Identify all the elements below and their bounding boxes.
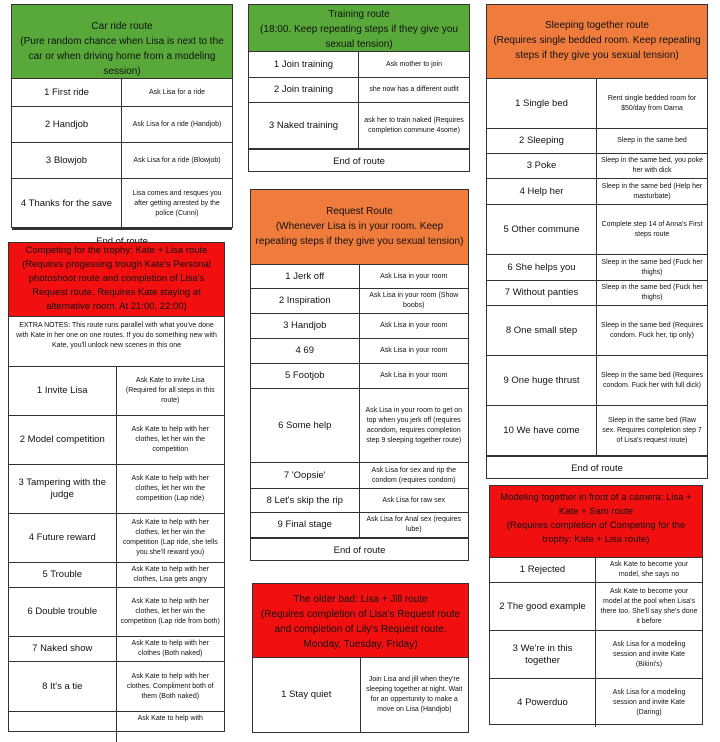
training-route-card <box>248 4 470 172</box>
step-desc: she now has a different outfit <box>369 86 459 93</box>
step-row <box>251 389 468 463</box>
route-subtitle: (Requires completion of Competing for the trophy: Kate + Lisa route) <box>506 520 686 545</box>
step-row <box>251 489 468 513</box>
step-desc: Sleep in the same bed, you poke her with dick <box>601 157 703 174</box>
step-name: 3 Handjob <box>251 314 360 338</box>
route-subtitle: (Whenever Lisa is in your room. Keep repeating steps if they give you sexual tension) <box>255 221 464 247</box>
step-row <box>9 712 224 742</box>
step-desc: ask her to train naked (Requires completion commune 4some) <box>364 116 464 134</box>
step-name: 6 She helps you <box>487 255 597 280</box>
step-row <box>487 356 707 406</box>
step-name: 10 We have come <box>487 406 597 455</box>
route-footer: End of route <box>487 456 707 480</box>
step-desc: Sleep in the same bed (Raw sex. Requires completion step 7 of Lisa's request route) <box>602 416 702 444</box>
step-row <box>249 103 469 149</box>
step-row <box>487 281 707 306</box>
step-desc: Ask Lisa in your room (Show boobs) <box>369 292 459 309</box>
step-row <box>490 631 702 679</box>
step-desc: Ask Lisa for a ride (Blowjob) <box>133 156 221 164</box>
step-name: 3 Poke <box>487 154 597 178</box>
step-desc: Sleep in the same bed (Requires condom. Fuck her with full dick) <box>601 371 703 389</box>
step-desc: Ask Lisa for raw sex <box>382 496 446 504</box>
request-route-card <box>250 189 469 561</box>
route-subtitle: (Requires progessing trough Kate's Personal photoshoot route and completion of Lisa's Request route. Requires Kate staying at alternative room. At 21:00, 22:00) <box>22 259 211 312</box>
route-header <box>249 5 469 52</box>
step-name: 2 Join training <box>249 78 359 102</box>
route-header <box>251 190 468 265</box>
step-row <box>490 558 702 583</box>
step-desc: Ask Lisa for a ride (Handjob) <box>132 120 222 128</box>
step-desc: Join Lisa and jill when they're sleeping together at night. Wait for an oppertunity to make a move on Lisa (Handjob) <box>366 676 463 713</box>
step-name: 1 Rejected <box>490 558 596 582</box>
step-name: 1 Stay quiet <box>253 658 361 732</box>
route-title: Training route <box>328 9 390 20</box>
step-row <box>12 179 232 229</box>
step-desc: Ask Kate to help with her clothes, let her win the competition (Lap ride) <box>131 475 209 502</box>
step-name: 5 Footjob <box>251 364 360 388</box>
step-row <box>487 255 707 281</box>
route-subtitle: (18:00. Keep repeating steps if they give you sexual tension) <box>260 24 458 50</box>
step-row <box>490 679 702 727</box>
step-desc: Ask mother to join <box>385 60 443 68</box>
route-header <box>490 486 702 558</box>
step-name: 6 Some help <box>251 389 360 462</box>
step-name <box>9 712 117 742</box>
step-row <box>251 513 468 538</box>
step-name: 1 Join training <box>249 52 359 77</box>
step-name: 2 Handjob <box>12 107 122 142</box>
step-row <box>9 637 224 662</box>
step-desc: Lisa comes and resques you after getting arrested by the police (Cunni) <box>132 189 222 217</box>
step-row <box>9 416 224 465</box>
step-name: 4 Powerduo <box>490 679 596 727</box>
step-desc: Sleep in the same bed (Fuck her thighs) <box>601 258 703 276</box>
step-desc: Ask Lisa in your room to get on top when you jerk off (requires acondom, requires completion step 9 sleeping together route) <box>365 406 462 444</box>
step-name: 4 Future reward <box>9 514 117 562</box>
step-row <box>251 339 468 364</box>
step-row <box>251 314 468 339</box>
step-name: 7 'Oopsie' <box>251 463 360 488</box>
step-row <box>9 662 224 712</box>
step-name: 4 69 <box>251 339 360 363</box>
competing-for-trophy-route-card <box>8 242 225 732</box>
step-name: 1 Jerk off <box>251 265 360 288</box>
step-row <box>251 265 468 289</box>
step-desc: Ask Lisa for sex and rip the condom (requires condom) <box>371 466 456 484</box>
step-desc: Ask Lisa for a modeling session and invite Kate (Daring) <box>612 689 686 716</box>
step-desc: Ask Kate to help with her clothes, let her win the competition <box>131 426 209 453</box>
route-footer: End of route <box>251 538 468 562</box>
step-desc: Ask Kate to become your model, she says no <box>609 561 689 578</box>
extra-notes: EXTRA NOTES: This route runs parallel with what you've done with Kate in her one on one routes. If you do something new with Kate, you'll unlock new scenes in this one <box>9 317 224 367</box>
route-title: Competing for the trophy: Kate + Lisa route <box>25 245 208 256</box>
step-desc: Ask Kate to help with her clothes, let her win the competition (Lap ride from both) <box>120 598 220 625</box>
step-desc: Sleep in the same bed (Requires condom. Fuck her, tip only) <box>601 321 703 339</box>
step-name: 1 First ride <box>12 79 122 106</box>
route-subtitle: (Requires single bedded room. Keep repeating steps if they give you sexual tension) <box>493 35 701 61</box>
route-subtitle: (Pure random chance when Lisa is next to the car or when driving home from a modeling session) <box>20 36 224 77</box>
step-row <box>487 79 707 129</box>
step-name: 1 Invite Lisa <box>9 367 117 415</box>
step-name: 9 One huge thrust <box>487 356 597 405</box>
step-name: 3 We're in this together <box>490 631 596 678</box>
route-header <box>487 5 707 79</box>
step-row <box>12 143 232 179</box>
route-title: Request Route <box>326 206 393 217</box>
step-desc: Ask Lisa in your room <box>380 322 448 329</box>
step-name: 8 Let's skip the rip <box>251 489 360 512</box>
older-bad-route-card <box>252 583 469 733</box>
modeling-together-route-card <box>489 485 703 725</box>
step-row <box>251 463 468 489</box>
step-row <box>251 289 468 314</box>
route-title: Car ride route <box>91 21 153 32</box>
step-name: 3 Naked training <box>249 103 359 148</box>
step-name: 2 Sleeping <box>487 129 597 153</box>
step-row <box>249 52 469 78</box>
step-desc: Ask Kate to help with <box>137 715 203 722</box>
step-row <box>9 367 224 416</box>
route-title: Modeling together in front of a camera: Lisa + Kate + Sam route <box>500 492 692 517</box>
route-header <box>253 584 468 658</box>
step-row <box>249 78 469 103</box>
step-row <box>487 129 707 154</box>
step-desc: Ask Kate to invite Lisa (Required for all steps in this route) <box>125 377 215 404</box>
step-row <box>9 563 224 588</box>
step-name: 3 Blowjob <box>12 143 122 178</box>
step-row <box>487 205 707 255</box>
step-desc: Ask Lisa in your room <box>380 347 448 354</box>
step-name: 2 Model competition <box>9 416 117 464</box>
step-name: 4 Thanks for the save <box>12 179 122 228</box>
step-row <box>487 154 707 179</box>
step-name: 4 Help her <box>487 179 597 204</box>
step-name: 5 Other commune <box>487 205 597 254</box>
step-desc: Rent single bedded room for $50/day from Darna <box>607 94 697 112</box>
step-name: 2 The good example <box>490 583 596 630</box>
step-name: 8 It's a tie <box>9 662 117 711</box>
step-row <box>490 583 702 631</box>
route-title: The older bad: Lisa + Jill route <box>293 594 428 605</box>
step-row <box>487 179 707 205</box>
step-desc: Ask Kate to become your model at the pool when Lisa's there too. She'll say she's done it before <box>600 587 698 625</box>
step-row <box>9 588 224 637</box>
step-name: 1 Single bed <box>487 79 597 128</box>
step-name: 9 Final stage <box>251 513 360 537</box>
route-footer: End of route <box>249 149 469 173</box>
step-desc: Ask Lisa in your room <box>380 272 448 280</box>
step-desc: Ask Lisa for a modeling session and invite Kate (Bikini's) <box>612 640 686 668</box>
step-name: 7 Naked show <box>9 637 117 661</box>
route-header <box>9 243 224 317</box>
step-desc: Sleep in the same bed (Help her masturbate) <box>601 182 703 200</box>
step-desc: Sleep in the same bed (Fuck her thighs) <box>601 284 703 301</box>
step-row <box>253 658 468 732</box>
step-row <box>487 306 707 356</box>
step-row <box>9 465 224 514</box>
step-desc: Ask Lisa for a ride <box>148 88 206 96</box>
step-name: 8 One small step <box>487 306 597 355</box>
step-desc: Sleep in the same bed <box>617 137 687 144</box>
step-desc: Ask Kate to help with her clothes, let her win the competition (Lap ride, she tells you she'll reward you) <box>122 519 218 556</box>
sleeping-together-route-card <box>486 4 708 479</box>
step-desc: Ask Kate to help with her clothes, Lisa gets angry <box>131 566 209 583</box>
step-desc: Ask Kate to help with her clothes (Both naked) <box>131 640 209 657</box>
step-name: 5 Trouble <box>9 563 117 587</box>
route-title: Sleeping together route <box>545 20 649 31</box>
step-desc: Ask Kate to help with her clothes. Compliment both of them (Both naked) <box>126 672 214 700</box>
route-header <box>12 5 232 79</box>
route-subtitle: (Requires completion of Lisa's Request route and completion of Lily's Request route. Monday, Tuesday, Friday) <box>260 609 461 650</box>
step-name: 7 Without panties <box>487 281 597 305</box>
step-desc: Ask Lisa in your room <box>380 372 448 379</box>
step-name: 2 Inspiration <box>251 289 360 313</box>
step-row <box>12 107 232 143</box>
step-row <box>487 406 707 456</box>
step-name: 3 Tampering with the judge <box>9 465 117 513</box>
step-row <box>12 79 232 107</box>
step-row <box>9 514 224 563</box>
car-ride-route-card <box>11 4 233 228</box>
step-row <box>251 364 468 389</box>
step-desc: Ask Lisa for Anal sex (requires lube) <box>366 516 462 533</box>
step-desc: Complete step 14 of Anna's First steps route <box>601 220 703 238</box>
step-name: 6 Double trouble <box>9 588 117 636</box>
